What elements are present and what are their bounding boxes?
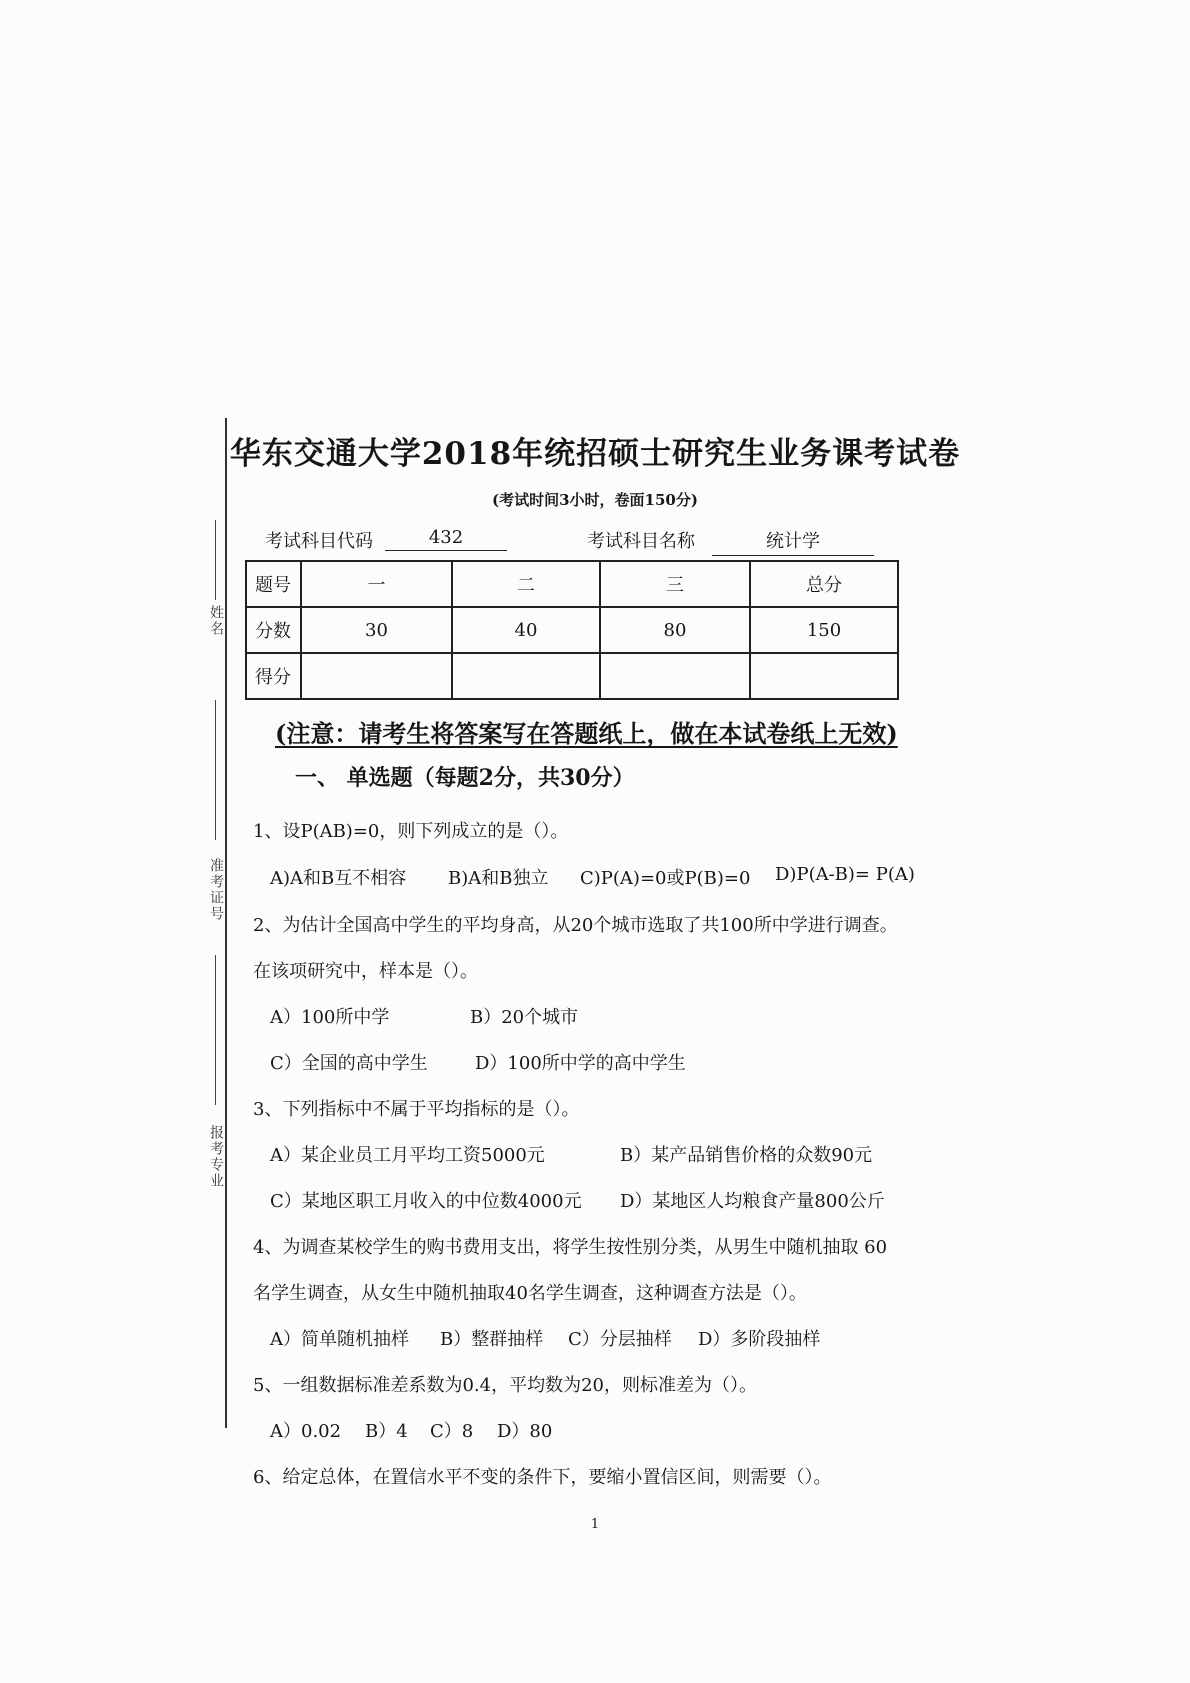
ticket-number-label: 准考证号 xyxy=(208,858,224,922)
question-2-option-d: D）100所中学的高中学生 xyxy=(475,1053,686,1074)
ticket-blank-line xyxy=(215,700,216,840)
question-1-option-b: B)A和B独立 xyxy=(448,868,549,889)
question-5-option-a: A）0.02 xyxy=(270,1421,342,1442)
question-3-option-a: A）某企业员工月平均工资5000元 xyxy=(270,1145,545,1166)
table-cell: 40 xyxy=(452,607,600,653)
exam-subtitle: (考试时间3小时，卷面150分) xyxy=(492,491,698,509)
answer-notice: (注意：请考生将答案写在答题纸上，做在本试卷纸上无效) xyxy=(275,719,898,748)
question-1-stem: 1、设P(AB)=0，则下列成立的是（）。 xyxy=(253,821,569,842)
question-4-stem: 4、为调查某校学生的购书费用支出，将学生按性别分类，从男生中随机抽取 60 xyxy=(253,1237,888,1258)
question-4-option-c: C）分层抽样 xyxy=(568,1329,672,1350)
subject-name-value: 统计学 xyxy=(712,527,874,556)
subject-code-label: 考试科目代码 xyxy=(265,531,373,552)
table-cell: 二 xyxy=(452,561,600,607)
question-5-option-b: B）4 xyxy=(365,1421,408,1442)
question-3-stem: 3、下列指标中不属于平均指标的是（）。 xyxy=(253,1099,580,1120)
table-cell: 得分 xyxy=(246,653,301,699)
table-cell: 三 xyxy=(600,561,750,607)
question-3-option-b: B）某产品销售价格的众数90元 xyxy=(620,1145,873,1166)
exam-title: 华东交通大学2018年统招硕士研究生业务课考试卷 xyxy=(229,436,961,472)
table-cell: 30 xyxy=(301,607,452,653)
section-heading: 一、 单选题（每题2分，共30分） xyxy=(295,765,635,791)
table-row xyxy=(246,653,898,699)
question-1-option-a: A)A和B互不相容 xyxy=(270,868,407,889)
table-row xyxy=(246,607,898,653)
table-cell xyxy=(301,653,452,699)
name-label: 姓名 xyxy=(208,605,224,637)
table-cell: 一 xyxy=(301,561,452,607)
major-label: 报考专业 xyxy=(208,1125,224,1189)
question-6-stem: 6、给定总体，在置信水平不变的条件下，要缩小置信区间，则需要（）。 xyxy=(253,1467,832,1488)
name-blank-line xyxy=(215,520,216,600)
question-1-option-d: D)P(A-B)= P(A) xyxy=(775,864,915,885)
table-cell xyxy=(600,653,750,699)
question-4-stem-continued: 名学生调查，从女生中随机抽取40名学生调查，这种调查方法是（）。 xyxy=(253,1283,807,1304)
table-cell xyxy=(452,653,600,699)
table-cell xyxy=(750,653,898,699)
question-2-option-c: C）全国的高中学生 xyxy=(270,1053,428,1074)
table-row xyxy=(246,561,898,607)
question-5-option-c: C）8 xyxy=(430,1421,474,1442)
table-cell: 150 xyxy=(750,607,898,653)
question-2-option-b: B）20个城市 xyxy=(470,1007,579,1028)
subject-code-value: 432 xyxy=(385,527,507,551)
binding-margin-line xyxy=(225,418,227,1428)
table-cell: 总分 xyxy=(750,561,898,607)
question-4-option-a: A）简单随机抽样 xyxy=(270,1329,409,1350)
question-4-option-d: D）多阶段抽样 xyxy=(698,1329,821,1350)
table-cell: 分数 xyxy=(246,607,301,653)
question-3-option-c: C）某地区职工月收入的中位数4000元 xyxy=(270,1191,582,1212)
major-blank-line xyxy=(215,955,216,1105)
table-cell: 80 xyxy=(600,607,750,653)
score-table xyxy=(245,560,899,700)
question-2-stem-continued: 在该项研究中，样本是（）。 xyxy=(253,961,478,982)
question-1-option-c: C)P(A)=0或P(B)=0 xyxy=(580,868,751,889)
question-4-option-b: B）整群抽样 xyxy=(440,1329,544,1350)
subject-name-label: 考试科目名称 xyxy=(587,531,695,552)
table-cell: 题号 xyxy=(246,561,301,607)
question-5-stem: 5、一组数据标准差系数为0.4，平均数为20，则标准差为（）。 xyxy=(253,1375,757,1396)
page-number: 1 xyxy=(590,1517,600,1532)
question-5-option-d: D）80 xyxy=(497,1421,553,1442)
question-2-option-a: A）100所中学 xyxy=(270,1007,390,1028)
question-3-option-d: D）某地区人均粮食产量800公斤 xyxy=(620,1191,885,1212)
question-2-stem: 2、为估计全国高中学生的平均身高，从20个城市选取了共100所中学进行调查。 xyxy=(253,915,898,936)
